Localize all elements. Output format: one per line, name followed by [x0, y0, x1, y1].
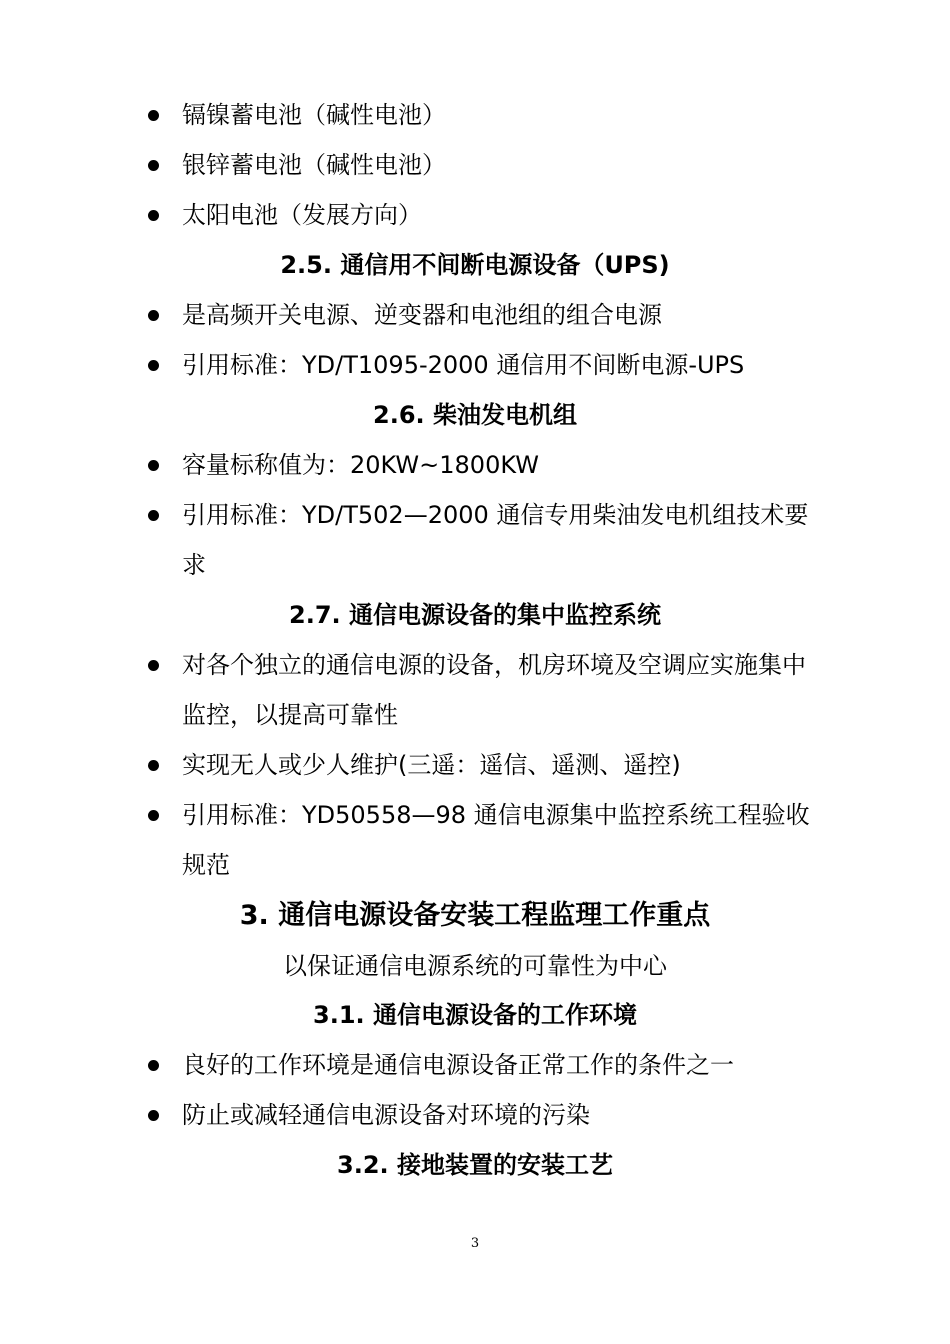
list-item-text: 良好的工作环境是通信电源设备正常工作的条件之一 — [182, 1051, 734, 1079]
bullet-icon — [140, 440, 182, 490]
bullet-icon — [140, 340, 182, 390]
list-item-text: 引用标准：YD/T502—2000 通信专用柴油发电机组技术要求 — [182, 501, 809, 579]
section-heading-3-2: 3.2. 接地装置的安装工艺 — [337, 1151, 613, 1179]
list-item-text: 实现无人或少人维护(三遥：遥信、遥测、遥控) — [182, 751, 681, 779]
list-item — [140, 90, 820, 140]
list-item — [140, 140, 820, 190]
bullet-icon — [140, 290, 182, 340]
list-item-text: 容量标称值为：20KW~1800KW — [182, 451, 539, 479]
list-item — [140, 440, 820, 490]
list-item-text: 银锌蓄电池（碱性电池） — [182, 151, 446, 179]
list-item — [140, 190, 820, 240]
section-heading-3-1: 3.1. 通信电源设备的工作环境 — [313, 1001, 637, 1029]
page-number: 3 — [470, 1236, 480, 1251]
bullet-icon — [140, 140, 182, 190]
chapter-subtitle: 以保证通信电源系统的可靠性为中心 — [283, 952, 667, 980]
bullet-icon — [140, 190, 182, 240]
page-content — [140, 90, 820, 1190]
list-item-text: 是高频开关电源、逆变器和电池组的组合电源 — [182, 301, 662, 329]
section-heading-2-6: 2.6. 柴油发电机组 — [373, 401, 577, 429]
list-item-text: 镉镍蓄电池（碱性电池） — [182, 101, 446, 129]
list-item — [140, 340, 820, 390]
section-heading-2-5: 2.5. 通信用不间断电源设备（UPS) — [280, 251, 670, 279]
list-item-text: 防止或减轻通信电源设备对环境的污染 — [182, 1101, 590, 1129]
list-item — [140, 1040, 820, 1090]
list-item — [140, 790, 820, 890]
list-item — [140, 740, 820, 790]
list-item — [140, 640, 820, 740]
chapter-heading-3: 3. 通信电源设备安装工程监理工作重点 — [239, 900, 711, 931]
bullet-icon — [140, 90, 182, 140]
list-item-text: 太阳电池（发展方向） — [182, 201, 422, 229]
bullet-icon — [140, 1090, 182, 1140]
bullet-icon — [140, 790, 182, 840]
bullet-icon — [140, 640, 182, 690]
section-heading-2-7: 2.7. 通信电源设备的集中监控系统 — [289, 601, 661, 629]
list-item — [140, 1090, 820, 1140]
bullet-icon — [140, 1040, 182, 1090]
list-item — [140, 290, 820, 340]
list-item-text: 对各个独立的通信电源的设备，机房环境及空调应实施集中监控，以提高可靠性 — [182, 651, 806, 729]
list-item-text: 引用标准：YD50558—98 通信电源集中监控系统工程验收规范 — [182, 801, 810, 879]
bullet-icon — [140, 740, 182, 790]
bullet-icon — [140, 490, 182, 540]
list-item — [140, 490, 820, 590]
list-item-text: 引用标准：YD/T1095-2000 通信用不间断电源-UPS — [182, 351, 745, 379]
